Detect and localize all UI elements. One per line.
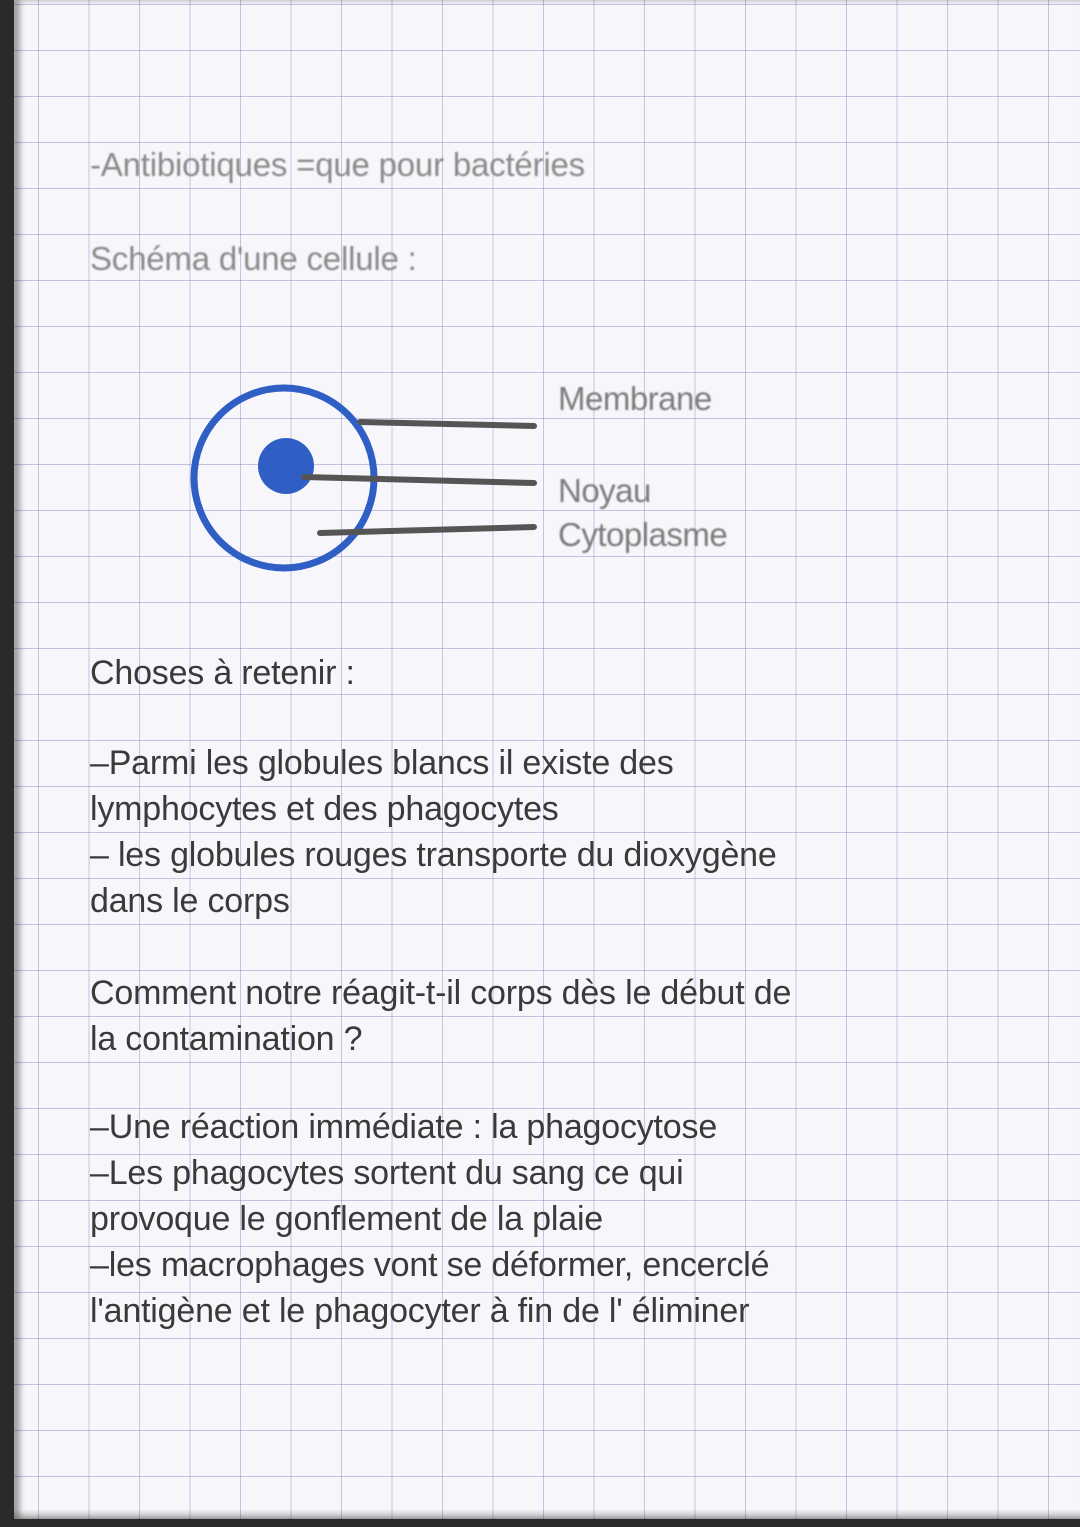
leader-line-nucleus — [304, 477, 534, 483]
answer-line: –Les phagocytes sortent du sang ce qui — [90, 1154, 684, 1192]
remember-line: – les globules rouges transporte du dioxygène — [90, 836, 777, 874]
antibiotics-note: -Antibiotiques =que pour bactéries — [90, 146, 585, 183]
question-line: la contamination ? — [90, 1020, 363, 1058]
leader-line-membrane — [360, 422, 534, 426]
remember-list — [90, 740, 777, 924]
answer-line: provoque le gonflement de la plaie — [90, 1200, 604, 1238]
label-membrane: Membrane — [558, 380, 712, 417]
remember-line: –Parmi les globules blancs il existe des — [90, 744, 674, 782]
remember-heading: Choses à retenir : — [90, 654, 355, 692]
question-block — [90, 970, 791, 1062]
label-nucleus: Noyau — [558, 472, 651, 509]
cell-nucleus — [258, 438, 314, 494]
answer-list — [90, 1104, 769, 1334]
label-cytoplasm: Cytoplasme — [558, 516, 728, 553]
question-line: Comment notre réagit-t-il corps dès le début de — [90, 974, 792, 1012]
remember-line: lymphocytes et des phagocytes — [90, 790, 559, 828]
answer-line: –Une réaction immédiate : la phagocytose — [90, 1108, 718, 1146]
leader-line-cytoplasm — [320, 527, 534, 533]
answer-line: –les macrophages vont se déformer, encerclé — [90, 1246, 770, 1284]
diagram-title: Schéma d'une cellule : — [90, 240, 417, 277]
remember-line: dans le corps — [90, 882, 290, 920]
cell-diagram — [14, 0, 1080, 700]
notebook-page — [14, 0, 1080, 1519]
answer-line: l'antigène et le phagocyter à fin de l' éliminer — [90, 1292, 750, 1330]
